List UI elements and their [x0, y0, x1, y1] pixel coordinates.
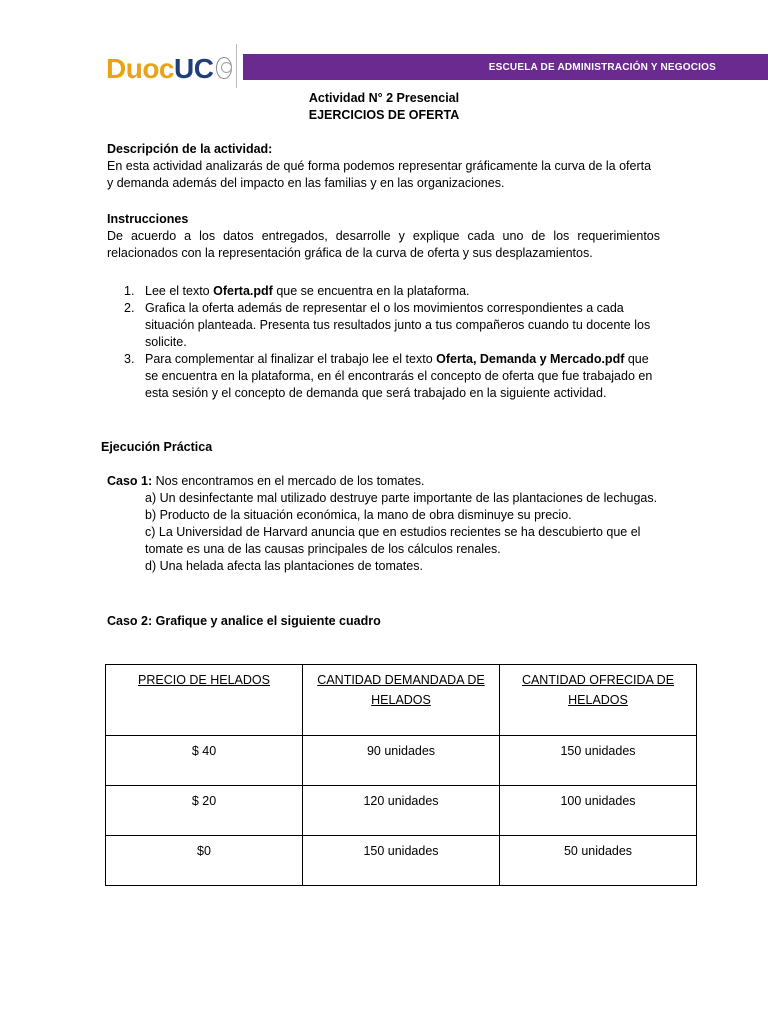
duoc-uc-logo: [106, 48, 232, 88]
list-number: 3.: [124, 352, 135, 366]
university-seal-icon: [216, 57, 232, 79]
table-cell: 120 unidades: [303, 786, 500, 836]
practice-heading: Ejecución Práctica: [101, 440, 213, 454]
table-cell: 90 unidades: [303, 736, 500, 786]
logo-text-uc: UC: [174, 52, 214, 84]
instructions-heading: Instrucciones: [107, 212, 189, 226]
description-line-2: y demanda además del impacto en las familias y en las organizaciones.: [107, 176, 505, 190]
list-number: 1.: [124, 284, 135, 298]
instructions-text: De acuerdo a los datos entregados, desarrolle y explique cada uno de los requerimientos relacionados con la representación gráfica de la curva de oferta y sus desplazamientos.: [107, 229, 660, 260]
list-item: 1. Lee el texto Oferta.pdf que se encuentra en la plataforma.: [124, 284, 470, 298]
header-divider: [236, 44, 237, 88]
table-cell: $ 20: [106, 786, 303, 836]
file-name: Oferta.pdf: [213, 284, 273, 298]
file-name: Oferta, Demanda y Mercado.pdf: [436, 352, 625, 366]
table-cell: $0: [106, 836, 303, 886]
school-name: ESCUELA DE ADMINISTRACIÓN Y NEGOCIOS: [488, 61, 716, 73]
table-cell: 50 unidades: [500, 836, 697, 886]
table-header-row: [106, 665, 697, 736]
table-header-cell: CANTIDAD DEMANDADA DE HELADOS: [303, 665, 500, 736]
table-row: [106, 736, 697, 786]
table-header-cell: PRECIO DE HELADOS: [106, 665, 303, 736]
helados-table: [105, 664, 697, 886]
case-2-heading: Caso 2: Grafique y analice el siguiente cuadro: [107, 614, 381, 628]
description-section: [107, 141, 660, 192]
description-heading: Descripción de la actividad:: [107, 142, 273, 156]
table-cell: 150 unidades: [303, 836, 500, 886]
activity-title: Actividad N° 2 Presencial: [308, 91, 460, 105]
table-cell: $ 40: [106, 736, 303, 786]
requirements-list: [107, 283, 660, 402]
table-header-cell: CANTIDAD OFRECIDA DE HELADOS: [500, 665, 697, 736]
table-cell: 100 unidades: [500, 786, 697, 836]
activity-subtitle: EJERCICIOS DE OFERTA: [308, 108, 460, 122]
list-number: 2.: [124, 301, 135, 315]
case-1-intro: Caso 1: Nos encontramos en el mercado de los tomates.: [107, 474, 425, 488]
table-row: [106, 786, 697, 836]
page-header: [0, 0, 768, 92]
school-banner: [243, 54, 768, 80]
instructions-section: [107, 211, 660, 262]
table-row: [106, 836, 697, 886]
case-1: [107, 473, 660, 575]
list-item: 2. Grafica la oferta además de representar el o los movimientos correspondientes a cada situación planteada. Presenta tus resultados junto a tus compañeros cuando tu docente los solicite.: [124, 301, 651, 349]
case-1-item-a: a) Un desinfectante mal utilizado destruye parte importante de las plantaciones de lechugas.: [145, 491, 658, 505]
case-1-item-c-line-1: c) La Universidad de Harvard anuncia que en estudios recientes se ha descubierto que el: [145, 525, 641, 539]
case-1-item-c-line-2: tomate es una de las causas principales de los cálculos renales.: [145, 542, 501, 556]
table-cell: 150 unidades: [500, 736, 697, 786]
logo-text-duoc: Duoc: [106, 52, 174, 84]
description-line-1: En esta actividad analizarás de qué forma podemos representar gráficamente la curva de la oferta: [107, 159, 652, 173]
list-item: 3. Para complementar al finalizar el trabajo lee el texto Oferta, Demanda y Mercado.pdf que se encuentra en la plataforma, en él encontrarás el concepto de oferta que fue trabajado en esta sesión y el concepto de demanda que será trabajado en la siguiente actividad.: [124, 352, 653, 400]
case-1-item-b: b) Producto de la situación económica, la mano de obra disminuye su precio.: [145, 508, 572, 522]
case-1-item-d: d) Una helada afecta las plantaciones de tomates.: [145, 559, 423, 573]
case-1-label: Caso 1:: [107, 474, 153, 488]
